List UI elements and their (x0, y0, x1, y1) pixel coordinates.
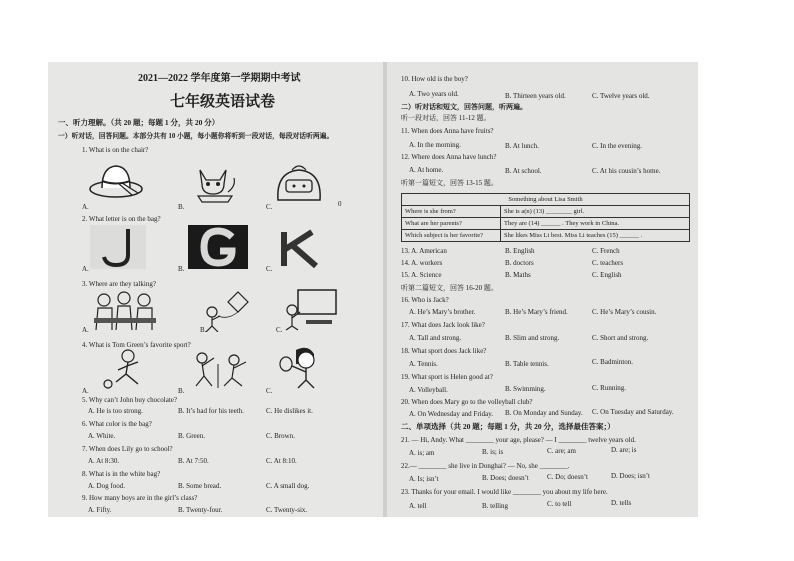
q6-option-c: C. Brown. (266, 432, 295, 440)
letter-g-picture (188, 225, 248, 269)
passage2-instruction: 听第二篇短文，回答 16-20 题。 (401, 284, 498, 292)
q12-option-c: C. At his cousin’s home. (592, 167, 661, 175)
q11-option-c: C. In the evening. (592, 142, 642, 150)
soccer-player-picture (98, 348, 158, 390)
q16-option-c: C. He’s Mary’s cousin. (592, 308, 657, 316)
table-cell-answer: She likes Miss Li best. Miss Li teaches (15) ______ . (501, 230, 690, 242)
bag-picture (270, 162, 328, 206)
question-22: 22.— ________ she live in Donghai? — No, she ________. (401, 462, 570, 470)
q15-option-c: C. English (592, 271, 622, 279)
passage1-instruction: 听第一篇短文，回答 13-15 题。 (401, 179, 498, 187)
question-3: 3. Where are they talking? (82, 280, 156, 288)
q11-option-a: A. In the morning. (409, 141, 461, 149)
q2-label-c: C. (266, 265, 273, 273)
q9-option-a: A. Fifty. (88, 506, 112, 514)
q10-option-a: A. Two years old. (409, 90, 459, 98)
question-20: 20. When does Mary go to the volleyball club? (401, 398, 533, 406)
q6-option-a: A. White. (88, 432, 116, 440)
q8-option-a: A. Dog food. (88, 482, 125, 490)
part2-heading: 二、单项选择（共 20 题；每题 1 分，共 20 分，选择最佳答案；） (401, 422, 615, 431)
q16-option-b: B. He’s Mary’s friend. (505, 308, 568, 316)
q13-option-c: C. French (592, 247, 620, 255)
q17-option-c: C. Short and strong. (592, 334, 649, 342)
right-page (387, 62, 698, 517)
q23-option-a: A. tell (409, 502, 427, 510)
question-11: 11. When does Anna have fruits? (401, 127, 494, 135)
table-row (402, 206, 690, 218)
q6-option-b: B. Green. (178, 432, 206, 440)
question-15: 15. A. Science (401, 271, 442, 279)
q12-option-a: A. At home. (409, 166, 444, 174)
exam-subtitle: 七年级英语试卷 (170, 92, 276, 110)
question-9: 9. How many boys are in the girl’s class? (82, 494, 198, 502)
q7-option-a: A. At 8:30. (88, 457, 120, 465)
q20-option-a: A. On Wednesday and Friday. (409, 410, 494, 418)
q22-option-a: A. Is; isn’t (409, 475, 439, 483)
q11-option-b: B. At lunch. (505, 142, 539, 150)
question-17: 17. What does Jack look like? (401, 321, 485, 329)
question-16: 16. Who is Jack? (401, 296, 449, 304)
question-7: 7. When does Lily go to school? (82, 445, 173, 453)
q22-option-c: C. Do; doesn’t (547, 473, 588, 481)
question-21: 21. — Hi, Andy. What ________ your age, please? — I ________ twelve years old. (401, 436, 636, 444)
exam-title: 2021—2022 学年度第一学期期中考试 (138, 73, 301, 84)
q22-option-d: D. Does; isn’t (611, 472, 650, 480)
q7-option-b: B. At 7:50. (178, 457, 209, 465)
table-cell-answer: They are (14) ______ . They work in China. (501, 218, 690, 230)
q17-option-b: B. Slim and strong. (505, 334, 560, 342)
q23-option-c: C. to tell (547, 500, 572, 508)
q20-option-b: B. On Monday and Sunday. (505, 409, 583, 417)
cat-picture (190, 162, 240, 204)
q5-option-b: B. It’s bad for his teeth. (178, 407, 244, 415)
question-23: 23. Thanks for your email. I would like ________ you about my life here. (401, 488, 608, 496)
table-row (402, 194, 690, 206)
question-8: 8. What is in the white bag? (82, 470, 161, 478)
q13-option-b: B. English (505, 247, 535, 255)
q16-option-a: A. He’s Mary’s brother. (409, 308, 476, 316)
q5-option-a: A. He is too strong. (88, 407, 143, 415)
question-14: 14. A. workers (401, 259, 443, 267)
q21-option-c: C. are; am (547, 447, 576, 455)
question-5: 5. Why can’t John buy chocolate? (82, 396, 177, 404)
volleyball-players-picture (188, 350, 254, 390)
part1-sub2: 二）听对话和短文，回答问题，听两遍。 (401, 103, 527, 111)
q8-option-b: B. Some bread. (178, 482, 222, 490)
question-10: 10. How old is the boy? (401, 75, 468, 83)
q22-option-b: B. Does; doesn’t (482, 474, 529, 482)
q23-option-b: B. telling (482, 502, 509, 510)
table-row (402, 230, 690, 242)
q18-option-a: A. Tennis. (409, 360, 438, 368)
q18-option-c: C. Badminton. (592, 358, 634, 366)
q2-label-a: A. (82, 265, 89, 273)
table-cell-question: What are her parents? (402, 218, 501, 230)
question-4: 4. What is Tom Green’s favorite sport? (82, 341, 191, 349)
question-2: 2. What letter is on the bag? (82, 215, 161, 223)
question-12: 12. Where does Anna have lunch? (401, 153, 497, 161)
lisa-smith-table (401, 193, 690, 242)
left-page (48, 62, 383, 517)
q18-option-b: B. Table tennis. (505, 360, 549, 368)
question-1: 1. What is on the chair? (82, 146, 149, 154)
q14-option-c: C. teachers (592, 259, 624, 267)
q4-label-b: B. (178, 387, 185, 395)
question-6: 6. What color is the bag? (82, 420, 152, 428)
q3-label-b: B. (200, 326, 207, 334)
q14-option-b: B. doctors (505, 259, 534, 267)
q7-option-c: C. At 8:10. (266, 457, 297, 465)
question-18: 18. What sport does Jack like? (401, 347, 487, 355)
family-dinner-picture (90, 290, 160, 332)
table-title: Something about Lisa Smith (402, 194, 690, 206)
tennis-girl-picture (274, 344, 330, 390)
q9-option-c: C. Twenty-six. (266, 506, 308, 514)
q3-label-c: C. (276, 326, 283, 334)
q21-option-b: B. is; is (482, 448, 504, 456)
q1-label-a: A. (82, 203, 89, 211)
q15-option-b: B. Maths (505, 271, 531, 279)
q4-label-a: A. (82, 387, 89, 395)
q1-label-b: B. (178, 203, 185, 211)
hat-picture (88, 157, 148, 203)
q20-option-c: C. On Tuesday and Saturday. (592, 408, 674, 416)
q3-label-a: A. (82, 326, 89, 334)
table-cell-question: Where is she from? (402, 206, 501, 218)
q23-option-d: D. tells (611, 499, 632, 507)
letter-k-picture (274, 228, 328, 268)
q5-option-c: C. He dislikes it. (266, 407, 313, 415)
question-13: 13. A. American (401, 247, 447, 255)
q10-option-b: B. Thirteen years old. (505, 92, 566, 100)
q19-option-a: A. Volleyball. (409, 386, 448, 394)
question-19: 19. What sport is Helen good at? (401, 373, 493, 381)
q12-option-b: B. At school. (505, 167, 542, 175)
q1-label-c: C. (266, 203, 273, 211)
q9-option-b: B. Twenty-four. (178, 506, 223, 514)
table-cell-question: Which subject is her favorite? (402, 230, 501, 242)
q8-option-c: C. A small dog. (266, 482, 310, 490)
q10-option-c: C. Twelve years old. (592, 92, 650, 100)
table-row (402, 218, 690, 230)
classroom-picture (280, 288, 338, 332)
q2-label-b: B. (178, 265, 185, 273)
q19-option-b: B. Swimming. (505, 385, 546, 393)
q4-label-c: C. (266, 387, 273, 395)
table-cell-answer: She is a(n) (13) ________ girl. (501, 206, 690, 218)
q1-extra-mark: 0 (338, 200, 342, 208)
q17-option-a: A. Tall and strong. (409, 334, 462, 342)
letter-j-picture (90, 225, 146, 269)
q21-option-d: D. are; is (611, 446, 637, 454)
part1-sub2a: 听一段对话，回答 11-12 题。 (401, 114, 491, 122)
part1-heading: 一、听力理解。（共 20 题；每题 1 分，共 20 分） (58, 118, 220, 127)
q21-option-a: A. is; am (409, 449, 435, 457)
q19-option-c: C. Running. (592, 384, 627, 392)
part1-sub1: 一）听对话，回答问题。本部分共有 10 小题，每小题你将听到一段对话，每段对话听两遍。 (58, 133, 334, 140)
